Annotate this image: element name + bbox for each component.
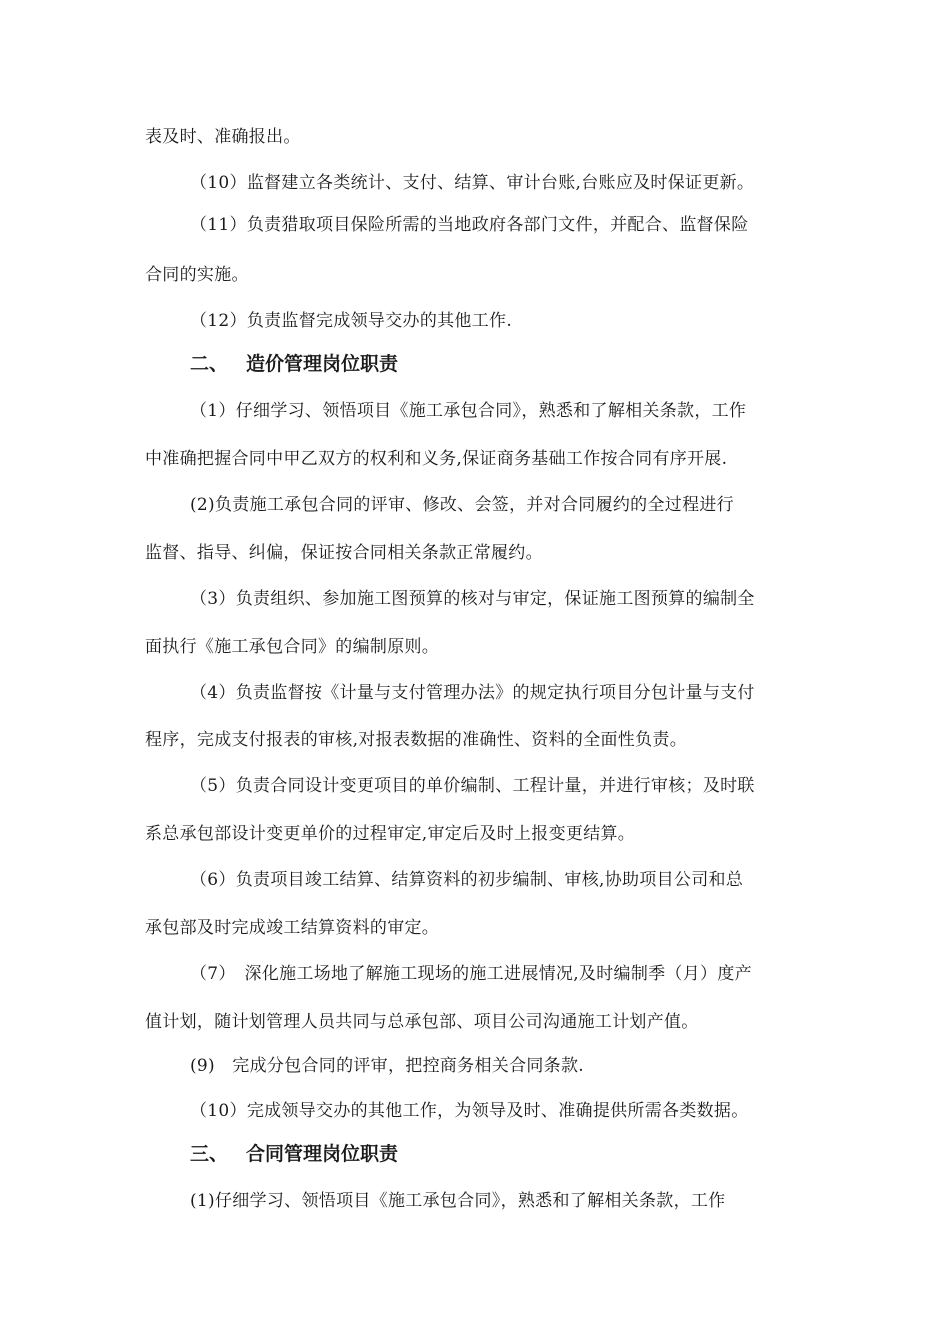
- paragraph-line: （3）负责组织、参加施工图预算的核对与审定，保证施工图预算的编制全: [190, 589, 755, 609]
- paragraph-line: （10）完成领导交办的其他工作，为领导及时、准确提供所需各类数据。: [190, 1101, 749, 1121]
- paragraph-line: 监督、指导、纠偏，保证按合同相关条款正常履约。: [145, 543, 543, 563]
- paragraph-line: (2)负责施工承包合同的评审、修改、会签，并对合同履约的全过程进行: [190, 495, 734, 515]
- paragraph-line: 承包部及时完成竣工结算资料的审定。: [145, 918, 440, 938]
- paragraph-line: （7） 深化施工场地了解施工现场的施工进展情况,及时编制季（月）度产: [190, 964, 752, 984]
- paragraph-line: 程序，完成支付报表的审核,对报表数据的准确性、资料的全面性负责。: [145, 730, 688, 750]
- paragraph-line: （12）负责监督完成领导交办的其他工作.: [190, 311, 513, 331]
- paragraph-line: （4）负责监督按《计量与支付管理办法》的规定执行项目分包计量与支付: [190, 683, 755, 703]
- section-heading: [190, 352, 398, 376]
- paragraph-line: （11）负责猎取项目保险所需的当地政府各部门文件，并配合、监督保险: [190, 215, 749, 235]
- section-heading: [190, 1142, 398, 1166]
- paragraph-line: 合同的实施。: [145, 265, 249, 285]
- paragraph-line: (9) 完成分包合同的评审，把控商务相关合同条款.: [190, 1056, 584, 1076]
- paragraph-line: （1）仔细学习、领悟项目《施工承包合同》，熟悉和了解相关条款，工作: [190, 401, 747, 421]
- section-number: 二、: [190, 353, 229, 375]
- paragraph-line: 值计划，随计划管理人员共同与总承包部、项目公司沟通施工计划产值。: [145, 1012, 699, 1032]
- section-title: 造价管理岗位职责: [246, 353, 399, 375]
- paragraph-line: (1)仔细学习、领悟项目《施工承包合同》，熟悉和了解相关条款，工作: [190, 1191, 726, 1211]
- paragraph-line: 面执行《施工承包合同》的编制原则。: [145, 637, 440, 657]
- paragraph-line: （6）负责项目竣工结算、结算资料的初步编制、审核,协助项目公司和总: [190, 870, 744, 890]
- paragraph-line: （5）负责合同设计变更项目的单价编制、工程计量，并进行审核；及时联: [190, 776, 755, 796]
- paragraph-line: 系总承包部设计变更单价的过程审定,审定后及时上报变更结算。: [145, 824, 636, 844]
- section-title: 合同管理岗位职责: [246, 1143, 399, 1165]
- section-number: 三、: [190, 1143, 229, 1165]
- paragraph-line: 表及时、准确报出。: [145, 127, 301, 147]
- paragraph-line: 中准确把握合同中甲乙双方的权利和义务,保证商务基础工作按合同有序开展.: [145, 449, 728, 469]
- paragraph-line: （10）监督建立各类统计、支付、结算、审计台账,台账应及时保证更新。: [190, 173, 755, 193]
